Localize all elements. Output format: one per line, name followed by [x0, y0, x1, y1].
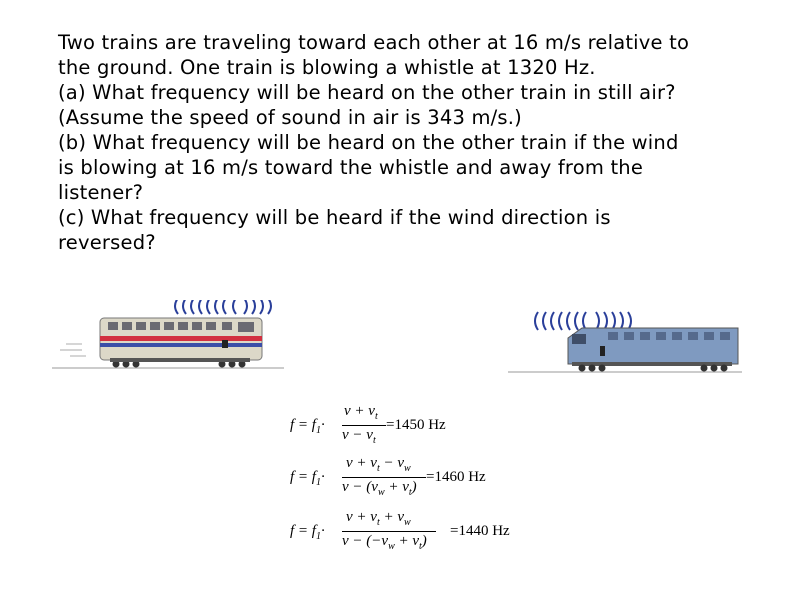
- problem-line: (Assume the speed of sound in air is 343 m/s.): [58, 106, 522, 129]
- equation-b-result: =1460 Hz: [426, 469, 486, 485]
- sound-wave-icon: [535, 312, 631, 330]
- problem-line: (c) What frequency will be heard if the wind direction is: [58, 206, 611, 229]
- equation-a: $f = f_1\cdot$ $v + v_t$ $v - v_t$ =1450 Hz: [290, 403, 446, 446]
- whistle-train-illustration: [52, 300, 284, 372]
- left-train-wheels: [110, 358, 250, 368]
- problem-line: is blowing at 16 m/s toward the whistle and away from the: [58, 156, 644, 179]
- listener-train-illustration: [508, 304, 742, 376]
- equation-a-result: =1450 Hz: [386, 417, 446, 433]
- problem-line: the ground. One train is blowing a whistle at 1320 Hz.: [58, 56, 596, 79]
- left-train-body: [100, 318, 262, 360]
- right-train-wheels: [572, 362, 732, 372]
- speed-lines: [60, 344, 86, 356]
- equation-c: $f = f_1\cdot$ $v + v_t + v_w$ $v - (-v_w + v_t)$ =1440 Hz: [290, 509, 510, 552]
- problem-line: reversed?: [58, 231, 156, 254]
- problem-line: Two trains are traveling toward each other at 16 m/s relative to: [58, 31, 690, 54]
- problem-line: (b) What frequency will be heard on the other train if the wind: [58, 131, 679, 154]
- right-train-body: [568, 328, 738, 364]
- problem-text: [58, 30, 758, 255]
- problem-line: (a) What frequency will be heard on the other train in still air?: [58, 81, 676, 104]
- equation-c-result: =1440 Hz: [450, 523, 510, 539]
- sound-wave-icon: [175, 300, 271, 314]
- equation-b: $f = f_1\cdot$ $v + v_t - v_w$ $v - (v_w + v_t)$ =1460 Hz: [290, 455, 486, 498]
- problem-line: listener?: [58, 181, 144, 204]
